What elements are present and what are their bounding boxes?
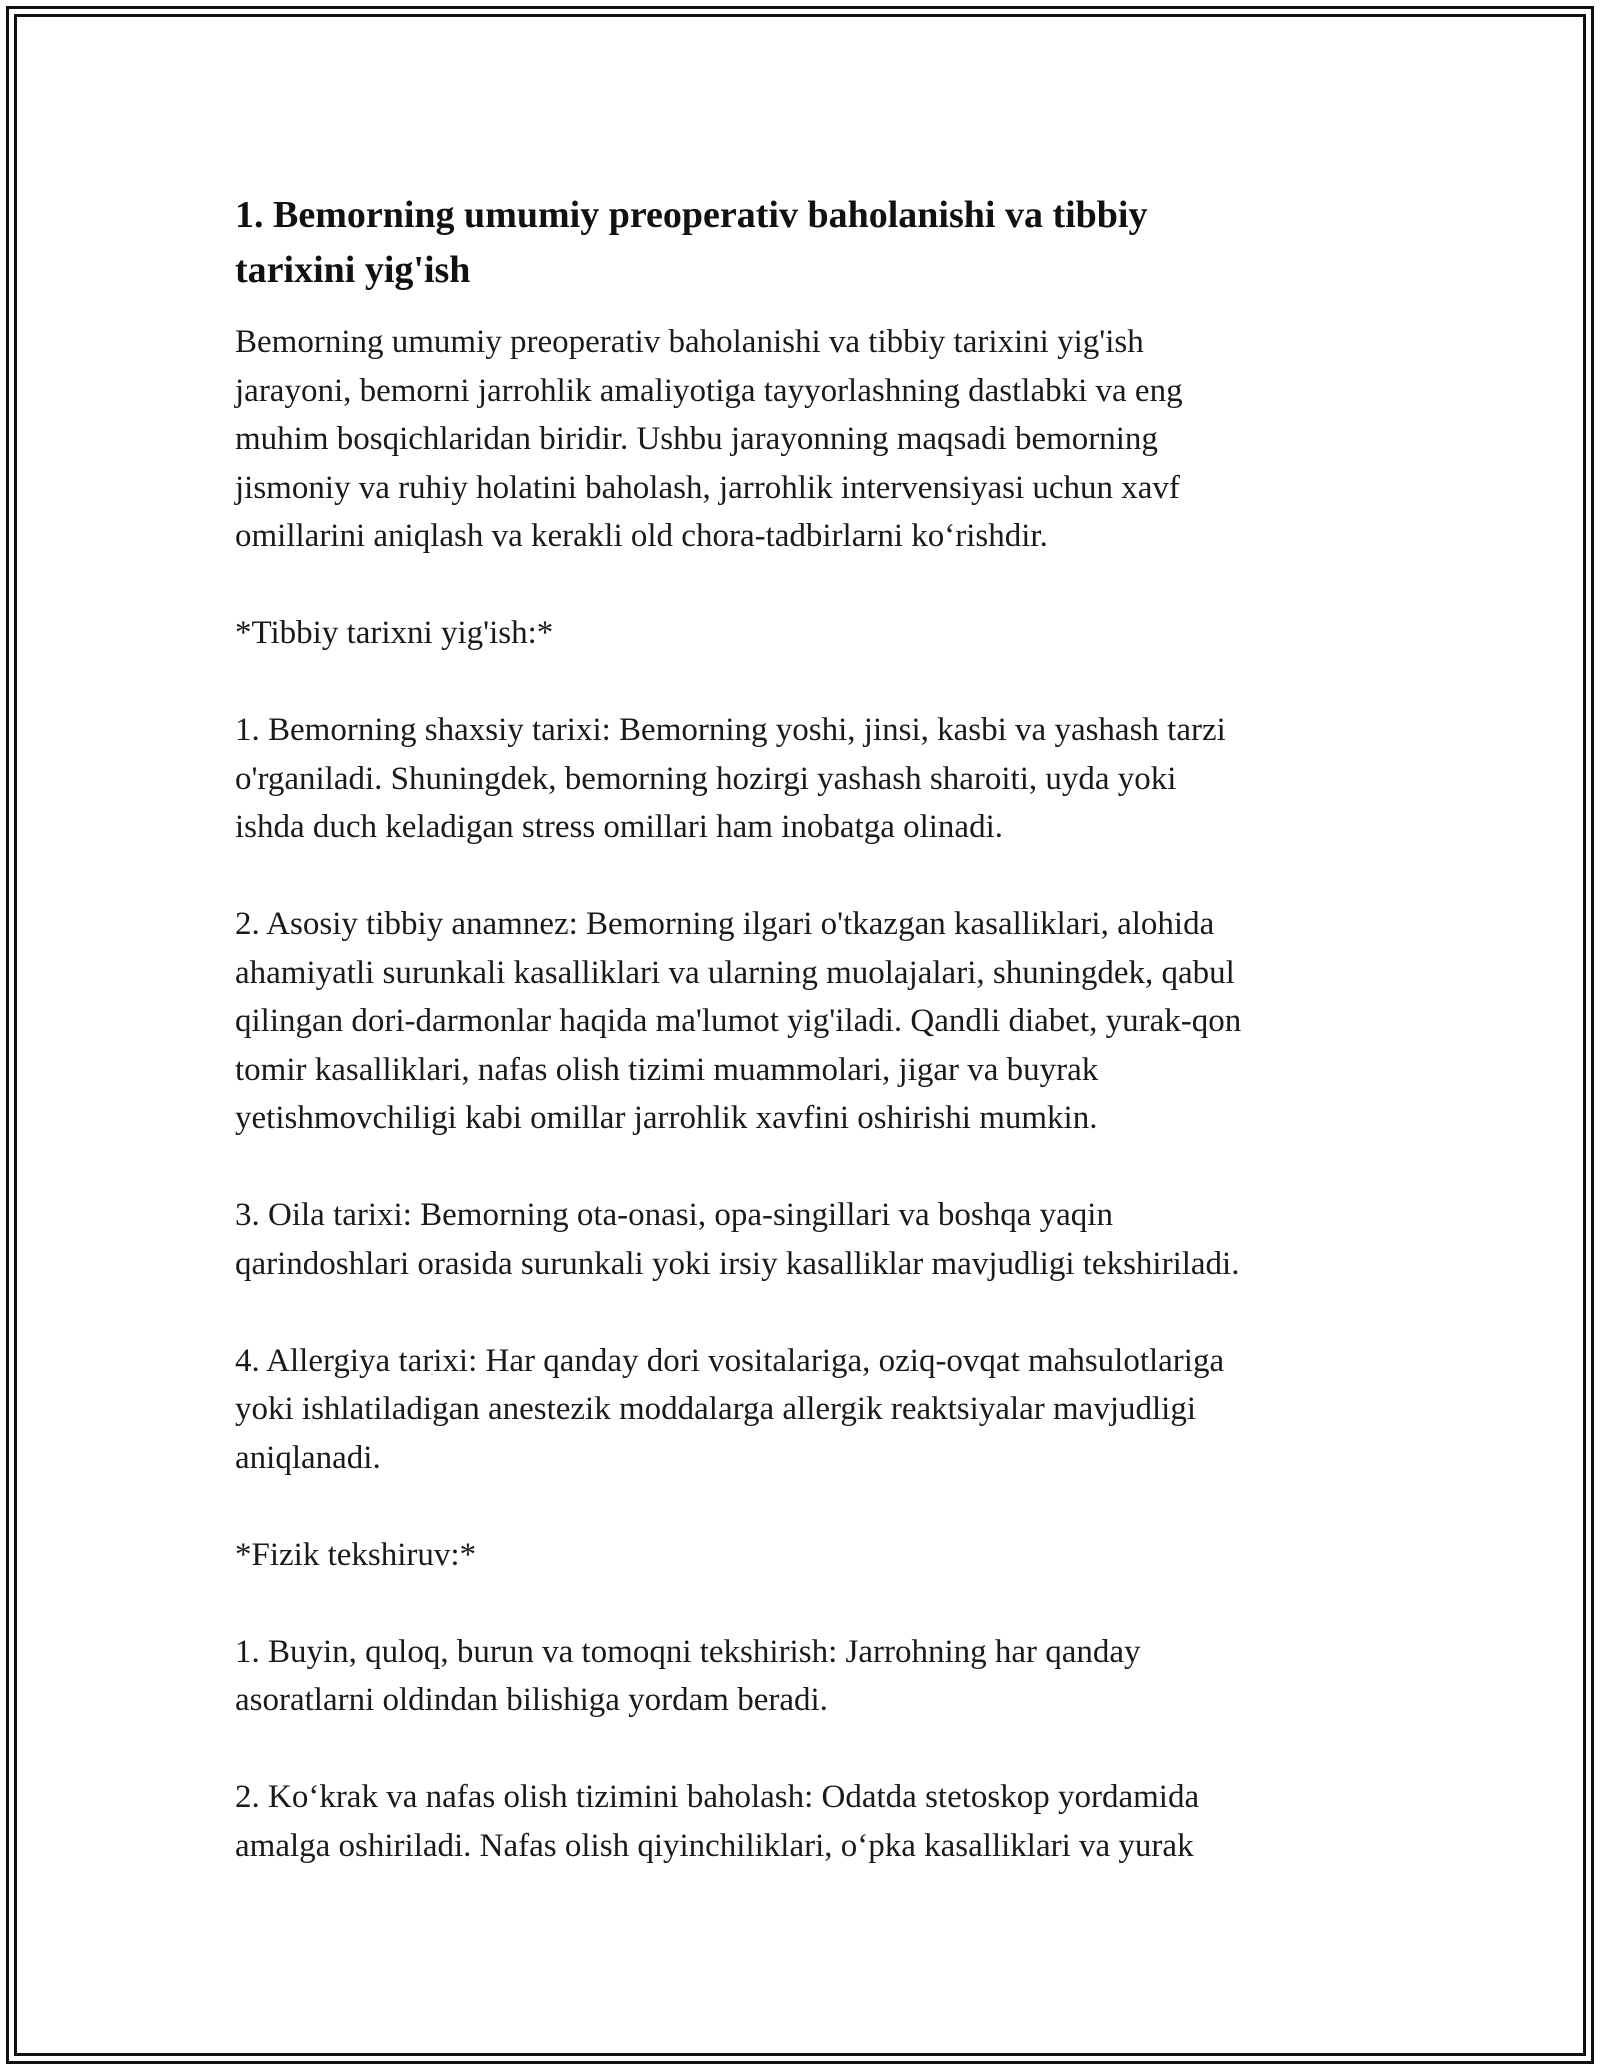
text-line: o'rganiladi. Shuningdek, bemorning hozirgi yashash sharoiti, uyda yoki [235, 760, 1177, 797]
document-heading [235, 188, 1375, 298]
text-line: 3. Oila tarixi: Bemorning ota-onasi, opa-singillari va boshqa yaqin [235, 1197, 1113, 1233]
text-line: tomir kasalliklari, nafas olish tizimi muammolari, jigar va buyrak [235, 1051, 1099, 1088]
text-line: 2. Ko‘krak va nafas olish tizimini baholash: Odatda stetoskop yordamida [235, 1779, 1200, 1815]
text-line: qilingan dori-darmonlar haqida ma'lumot yig'iladi. Qandli diabet, yurak-qon [235, 1003, 1242, 1039]
intro-paragraph [235, 318, 1375, 561]
text-line: 2. Asosiy tibbiy anamnez: Bemorning ilgari o'tkazgan kasalliklari, alohida [235, 906, 1215, 942]
text-line: aniqlanadi. [235, 1439, 381, 1476]
list-item-chest-respiratory-exam [235, 1773, 1375, 1870]
list-item-medical-anamnesis [235, 900, 1375, 1143]
list-item-ent-exam [235, 1628, 1375, 1725]
list-item-family-history [235, 1191, 1375, 1288]
list-item-allergy-history [235, 1337, 1375, 1483]
list-item-personal-history [235, 706, 1375, 852]
text-line: yetishmovchiligi kabi omillar jarrohlik xavfini oshirishi mumkin. [235, 1100, 1098, 1136]
text-line: asoratlarni oldindan bilishiga yordam beradi. [235, 1682, 828, 1718]
text-line: qarindoshlari orasida surunkali yoki irsiy kasalliklar mavjudligi tekshiriladi. [235, 1245, 1240, 1282]
document-page [235, 188, 1375, 1870]
text-line: omillarini aniqlash va kerakli old chora-tadbirlarni ko‘rishdir. [235, 518, 1048, 554]
text-line: ahamiyatli surunkali kasalliklari va ularning muolajalari, shuningdek, qabul [235, 954, 1235, 991]
heading-line: tarixini yig'ish [235, 249, 471, 291]
section-title-medical-history [235, 609, 1375, 658]
text-line: jismoniy va ruhiy holatini baholash, jarrohlik intervensiyasi uchun xavf [235, 469, 1180, 506]
text-line: jarayoni, bemorni jarrohlik amaliyotiga tayyorlashning dastlabki va eng [235, 372, 1183, 409]
heading-line: 1. Bemorning umumiy preoperativ baholanishi va tibbiy [235, 194, 1148, 236]
text-line: muhim bosqichlaridan biridir. Ushbu jarayonning maqsadi bemorning [235, 421, 1158, 457]
text-line: Bemorning umumiy preoperativ baholanishi va tibbiy tarixini yig'ish [235, 324, 1144, 360]
text-line: 4. Allergiya tarixi: Har qanday dori vositalariga, oziq-ovqat mahsulotlariga [235, 1342, 1225, 1379]
text-line: yoki ishlatiladigan anestezik moddalarga allergik reaktsiyalar mavjudligi [235, 1391, 1196, 1427]
section-title-physical-exam [235, 1531, 1375, 1580]
text-line: *Tibbiy tarixni yig'ish:* [235, 615, 554, 651]
text-line: 1. Bemorning shaxsiy tarixi: Bemorning yoshi, jinsi, kasbi va yashash tarzi [235, 712, 1226, 748]
text-line: ishda duch keladigan stress omillari ham inobatga olinadi. [235, 809, 1003, 845]
text-line: 1. Buyin, quloq, burun va tomoqni tekshirish: Jarrohning har qanday [235, 1633, 1141, 1670]
text-line: *Fizik tekshiruv:* [235, 1536, 477, 1573]
text-line: amalga oshiriladi. Nafas olish qiyinchiliklari, o‘pka kasalliklari va yurak [235, 1827, 1194, 1864]
